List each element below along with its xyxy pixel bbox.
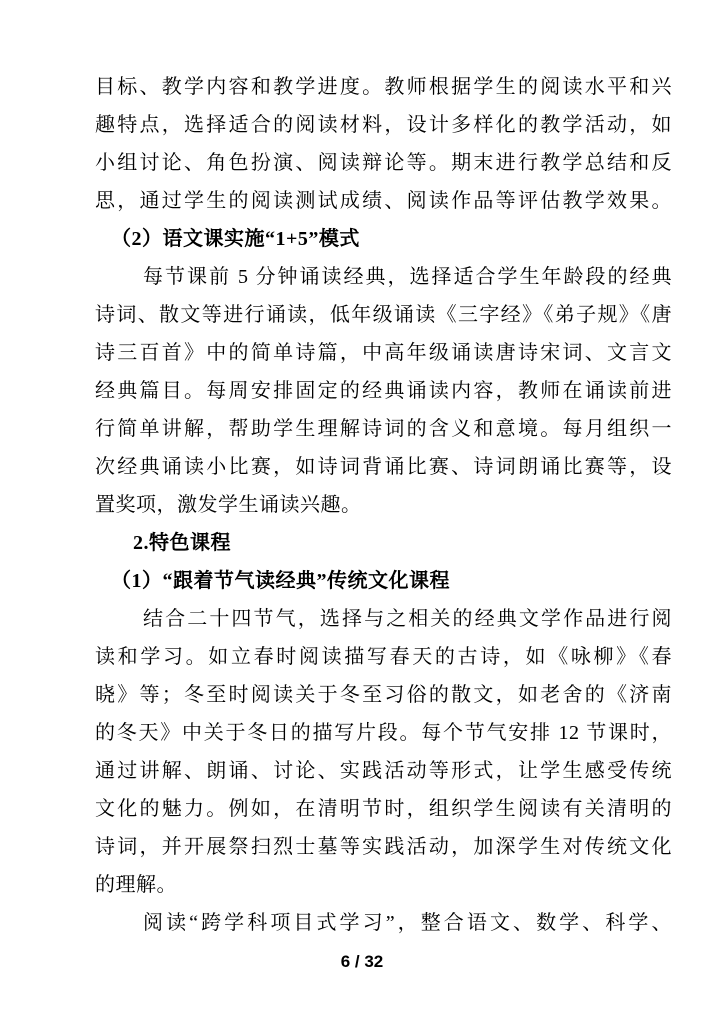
page-body-text — [95, 68, 672, 942]
text-line: 结合二十四节气，选择与之相关的经典文学作品进行阅 — [143, 608, 672, 630]
text-line: 的理解。 — [95, 874, 177, 896]
text-line: 每节课前 5 分钟诵读经典，选择适合学生年龄段的经典 — [143, 266, 672, 288]
text-line: 小组讨论、角色扮演、阅读辩论等。期末进行教学总结和反 — [95, 152, 672, 174]
section-heading: 2.特色课程 — [133, 532, 231, 554]
text-line: 文化的魅力。例如，在清明节时，组织学生阅读有关清明的 — [95, 798, 672, 820]
text-line: 诗词，并开展祭扫烈士墓等实践活动，加深学生对传统文化 — [95, 836, 672, 858]
text-line: 的冬天》中关于冬日的描写片段。每个节气安排 12 节课时， — [95, 722, 672, 744]
text-line: 阅读“跨学科项目式学习”，整合语文、数学、科学、 — [143, 912, 672, 934]
page-footer — [0, 946, 724, 978]
text-line: 经典篇目。每周安排固定的经典诵读内容，教师在诵读前进 — [95, 380, 672, 402]
text-line: 置奖项，激发学生诵读兴趣。 — [95, 494, 362, 516]
text-line: 次经典诵读小比赛，如诗词背诵比赛、诗词朗诵比赛等，设 — [95, 456, 672, 478]
text-line: 行简单讲解，帮助学生理解诗词的含义和意境。每月组织一 — [95, 418, 672, 440]
text-line: 诗三百首》中的简单诗篇，中高年级诵读唐诗宋词、文言文 — [95, 342, 672, 364]
section-heading: （1）“跟着节气读经典”传统文化课程 — [111, 570, 450, 592]
text-line: 诗词、散文等进行诵读，低年级诵读《三字经》《弟子规》《唐 — [95, 304, 672, 326]
page-number-indicator: 6 / 32 — [340, 952, 384, 971]
text-line: 思，通过学生的阅读测试成绩、阅读作品等评估教学效果。 — [95, 190, 672, 212]
text-line: 趣特点，选择适合的阅读材料，设计多样化的教学活动，如 — [95, 114, 672, 136]
text-line: 目标、教学内容和教学进度。教师根据学生的阅读水平和兴 — [95, 76, 672, 98]
text-line: 通过讲解、朗诵、讨论、实践活动等形式，让学生感受传统 — [95, 760, 672, 782]
section-heading: （2）语文课实施“1+5”模式 — [111, 228, 360, 250]
text-line: 晓》等；冬至时阅读关于冬至习俗的散文，如老舍的《济南 — [95, 684, 672, 706]
text-line: 读和学习。如立春时阅读描写春天的古诗，如《咏柳》《春 — [95, 646, 672, 668]
